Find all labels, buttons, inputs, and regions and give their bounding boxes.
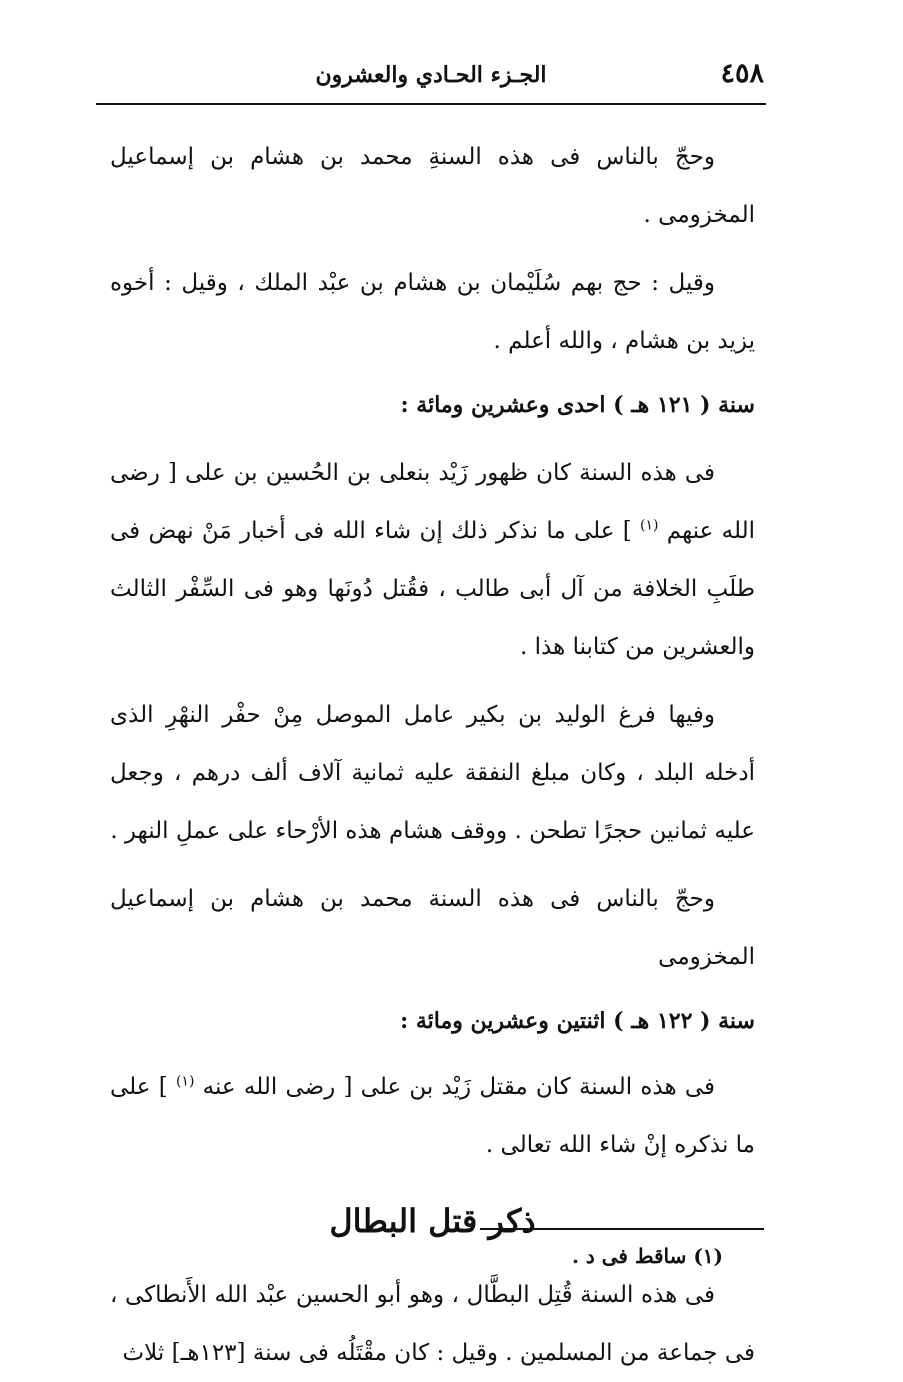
paragraph <box>110 1058 755 1174</box>
year-heading: سنة ( ١٢٢ هـ ) اثنتين وعشرين ومائة : <box>400 1008 755 1034</box>
page-body <box>110 128 755 1382</box>
paragraph-text: فى هذه السنة كان ظهور زَيْد بنعلى بن الحُسين بن على [ رضى الله عنهم <box>110 460 756 544</box>
year-heading: سنة ( ١٢١ هـ ) احدى وعشرين ومائة : <box>400 392 755 418</box>
paragraph-text: ] على ما نذكر ذلك إن شاء الله فى أخبار مَنْ نهض فى طلَبِ الخلافة من آل أبى طالب ، فقُتل دُونَها وهو فى السِّفْر الثالث والعشرين من كتابنا هذا . <box>110 518 755 660</box>
footnote-marker: (١) <box>175 1073 195 1090</box>
paragraph-text: فى هذه السنة كان مقتل زَيْد بن على [ رضى الله عنه <box>202 1074 716 1100</box>
header-rule <box>96 103 766 105</box>
paragraph <box>110 444 755 676</box>
footnote-marker: (١) <box>640 517 659 534</box>
page-header <box>98 52 764 98</box>
footnote-rule <box>480 1228 764 1230</box>
paragraph: وفيها فرغ الوليد بن بكير عامل الموصل مِنْ حفْر النهْرِ الذى أدخله البلد ، وكان مبلغ النفقة عليه ثمانية آلاف ألف درهم ، وجعل عليه ثمانين حجرًا تطحن . ووقف هشام هذه الأرْحاء على عملِ النهر . <box>110 702 755 844</box>
paragraph: وحجّ بالناس فى هذه السنة محمد بن هشام بن إسماعيل المخزومى <box>110 886 755 970</box>
paragraph: فى هذه السنة قُتِل البطَّال ، وهو أبو الحسين عبْد الله الأَنطاكى ، فى جماعة من المسلمين . وقيل : كان مقْتَلُه فى سنة [١٢٣هـ] ثلاث <box>110 1282 755 1366</box>
paragraph: وقيل : حج بهم سُلَيْمان بن هشام بن عبْد الملك ، وقيل : أخوه يزيد بن هشام ، والله أعلم . <box>110 270 755 354</box>
section-title: ذكر قتل البطال <box>329 1202 536 1240</box>
paragraph: وحجّ بالناس فى هذه السنةِ محمد بن هشام بن إسماعيل المخزومى . <box>110 144 755 228</box>
paragraph-text: ] على ما نذكره إنْ شاء الله تعالى . <box>110 1074 755 1158</box>
page-number: ٤٥٨ <box>720 58 764 89</box>
running-title: الجـزء الحـادي والعشرون <box>315 62 547 88</box>
footnote: (١) ساقط فى د . <box>571 1244 723 1268</box>
